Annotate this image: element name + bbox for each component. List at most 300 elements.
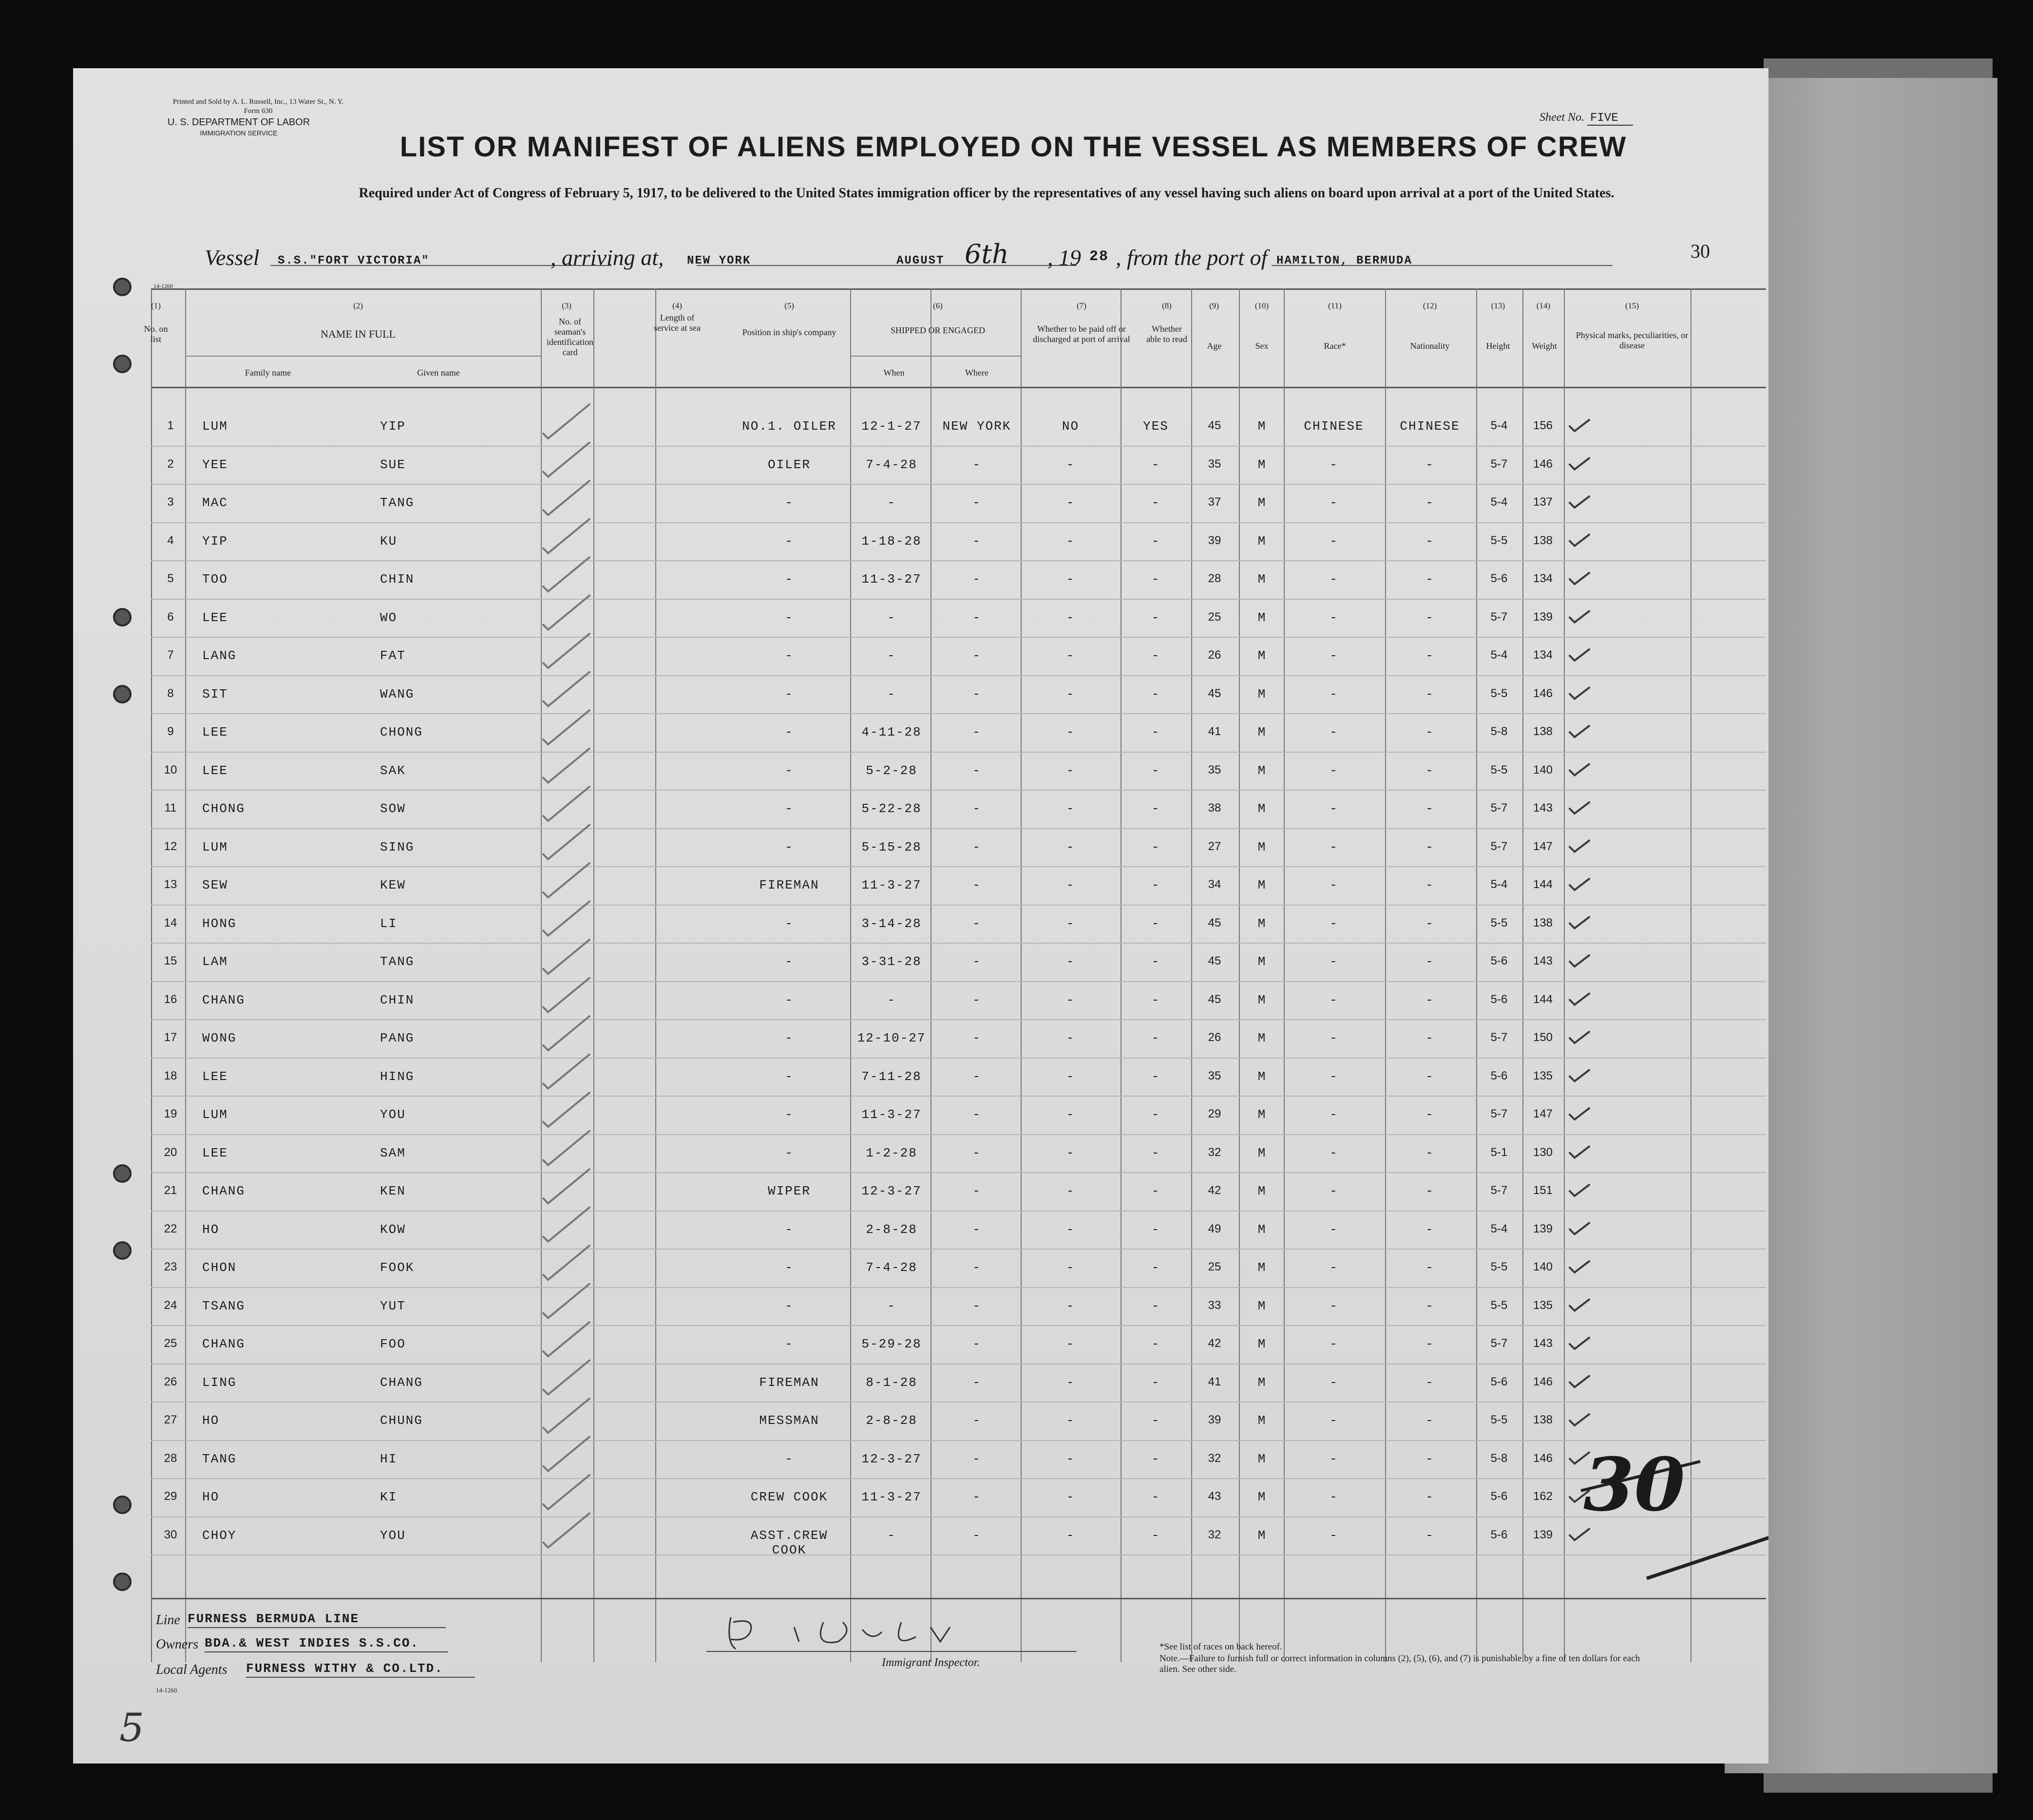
age-cell: 26	[1208, 1031, 1221, 1044]
shipped-when-cell: 3-31-28	[861, 954, 922, 969]
family-name-cell: LUM	[202, 839, 228, 854]
height-cell: 5-5	[1490, 763, 1508, 777]
position-cell: -	[785, 1451, 794, 1466]
able-to-read-cell: -	[1151, 1337, 1160, 1351]
position-cell: FIREMAN	[759, 878, 819, 892]
weight-cell: 135	[1533, 1298, 1553, 1312]
given-name-cell: LI	[380, 916, 398, 931]
height-cell: 5-7	[1490, 610, 1508, 624]
paid-off-cell: -	[1066, 992, 1075, 1007]
age-cell: 38	[1208, 801, 1221, 815]
shipped-when-cell: 12-1-27	[861, 419, 922, 434]
weight-cell: 138	[1533, 916, 1553, 929]
row-number-cell: 10	[164, 763, 177, 777]
table-row	[73, 715, 1768, 753]
race-cell: -	[1330, 1184, 1338, 1198]
age-cell: 45	[1208, 916, 1221, 929]
weight-cell: 144	[1533, 878, 1553, 891]
family-name-cell: TOO	[202, 572, 228, 587]
inspector-label: Immigrant Inspector.	[882, 1656, 980, 1669]
shipped-where-cell: -	[972, 916, 981, 931]
shipped-when-cell: 12-3-27	[861, 1451, 922, 1466]
age-cell: 45	[1208, 954, 1221, 967]
sex-cell: M	[1257, 1413, 1267, 1428]
age-cell: 34	[1208, 878, 1221, 891]
height-cell: 5-8	[1490, 725, 1508, 738]
able-to-read-cell: -	[1151, 1031, 1160, 1045]
age-cell: 29	[1208, 1107, 1221, 1120]
position-cell: FIREMAN	[759, 1375, 819, 1390]
sex-cell: M	[1257, 610, 1267, 625]
row-number-cell: 9	[167, 725, 174, 738]
able-to-read-cell: -	[1151, 1413, 1160, 1428]
shipped-where-cell: -	[972, 1337, 981, 1351]
position-cell: -	[785, 648, 794, 663]
family-name-cell: CHOY	[202, 1528, 237, 1543]
race-cell: -	[1330, 801, 1338, 816]
race-cell: -	[1330, 763, 1338, 778]
given-name-cell: KEW	[380, 878, 406, 892]
race-cell: -	[1330, 648, 1338, 663]
age-cell: 42	[1208, 1337, 1221, 1350]
service-name: IMMIGRATION SERVICE	[200, 129, 278, 137]
row-number-cell: 6	[167, 610, 174, 624]
shipped-where-cell: -	[972, 1451, 981, 1466]
shipped-where-cell: -	[972, 1528, 981, 1543]
family-name-cell: HO	[202, 1490, 220, 1504]
shipped-where-cell: -	[972, 457, 981, 472]
table-row	[73, 1174, 1768, 1212]
nationality-cell: -	[1425, 1528, 1434, 1543]
sex-cell: M	[1257, 648, 1267, 663]
race-cell: -	[1330, 495, 1338, 510]
sex-cell: M	[1257, 1298, 1267, 1313]
given-name-cell: SUE	[380, 457, 406, 472]
race-cell: CHINESE	[1304, 419, 1364, 434]
weight-cell: 135	[1533, 1069, 1553, 1082]
shipped-when-cell: 8-1-28	[866, 1375, 917, 1390]
race-cell: -	[1330, 839, 1338, 854]
weight-cell: 139	[1533, 1528, 1553, 1541]
table-row	[73, 1251, 1768, 1289]
given-name-cell: TANG	[380, 495, 415, 510]
weight-cell: 139	[1533, 610, 1553, 624]
shipped-when-cell: 1-18-28	[861, 533, 922, 549]
weight-cell: 138	[1533, 533, 1553, 547]
paid-off-cell: -	[1066, 610, 1075, 625]
row-number-cell: 3	[167, 495, 174, 509]
footer-form-code: 14-1260	[156, 1687, 177, 1694]
given-name-cell: FAT	[380, 648, 406, 663]
nationality-cell: -	[1425, 533, 1434, 549]
family-name-cell: SEW	[202, 878, 228, 892]
position-cell: -	[785, 495, 794, 510]
table-row	[73, 524, 1768, 562]
row-number-cell: 29	[164, 1490, 177, 1503]
family-name-cell: YEE	[202, 457, 228, 472]
age-cell: 32	[1208, 1528, 1221, 1541]
arriving-port: NEW YORK	[687, 254, 751, 267]
nationality-cell: -	[1425, 648, 1434, 663]
note-race: *See list of races on back hereof.	[1159, 1642, 1282, 1652]
able-to-read-cell: -	[1151, 648, 1160, 663]
row-number-cell: 25	[164, 1337, 177, 1350]
page-title: LIST OR MANIFEST OF ALIENS EMPLOYED ON THE VESSEL AS MEMBERS OF CREW	[399, 131, 1627, 163]
family-name-cell: LEE	[202, 725, 228, 739]
race-cell: -	[1330, 1413, 1338, 1428]
family-name-cell: CHANG	[202, 1184, 246, 1198]
sex-cell: M	[1257, 1528, 1267, 1543]
shipped-where-cell: -	[972, 1298, 981, 1313]
column-number: (15)	[1625, 301, 1639, 310]
weight-cell: 143	[1533, 801, 1553, 815]
paid-off-cell: -	[1066, 533, 1075, 549]
paid-off-cell: -	[1066, 495, 1075, 510]
paid-off-cell: -	[1066, 457, 1075, 472]
shipped-when-cell: 11-3-27	[861, 1107, 922, 1122]
weight-cell: 162	[1533, 1490, 1553, 1503]
row-number-cell: 5	[167, 572, 174, 585]
height-cell: 5-4	[1490, 1222, 1508, 1235]
given-name-cell: HING	[380, 1069, 415, 1084]
header-name-in-full: NAME IN FULL	[321, 328, 396, 340]
header-shipped-or-engaged: SHIPPED OR ENGAGED	[890, 325, 985, 335]
sex-cell: M	[1257, 1490, 1267, 1504]
able-to-read-cell: -	[1151, 1107, 1160, 1122]
height-cell: 5-6	[1490, 954, 1508, 967]
able-to-read-cell: -	[1151, 1069, 1160, 1084]
age-cell: 33	[1208, 1298, 1221, 1312]
weight-cell: 140	[1533, 1260, 1553, 1273]
table-row	[73, 1480, 1768, 1518]
height-cell: 5-4	[1490, 878, 1508, 891]
shipped-when-cell: -	[887, 686, 896, 701]
nationality-cell: -	[1425, 992, 1434, 1007]
weight-cell: 134	[1533, 572, 1553, 585]
shipped-where-cell: -	[972, 648, 981, 663]
race-cell: -	[1330, 725, 1338, 739]
nationality-cell: CHINESE	[1400, 419, 1460, 434]
given-name-cell: KOW	[380, 1222, 406, 1237]
family-name-cell: CHANG	[202, 1337, 246, 1351]
paid-off-cell: -	[1066, 763, 1075, 778]
height-cell: 5-6	[1490, 1375, 1508, 1388]
column-number: (4)	[672, 301, 682, 310]
position-cell: -	[785, 610, 794, 625]
table-row	[73, 1136, 1768, 1174]
able-to-read-cell: -	[1151, 1451, 1160, 1466]
column-number: (8)	[1162, 301, 1172, 310]
header-no-on-list: No. on list	[144, 324, 168, 344]
table-row	[73, 1060, 1768, 1098]
position-cell: -	[785, 1107, 794, 1122]
race-cell: -	[1330, 686, 1338, 701]
nationality-cell: -	[1425, 801, 1434, 816]
family-name-cell: MAC	[202, 495, 228, 510]
shipped-where-cell: -	[972, 725, 981, 739]
table-row	[73, 601, 1768, 639]
given-name-cell: PANG	[380, 1031, 415, 1045]
family-name-cell: LEE	[202, 1069, 228, 1084]
able-to-read-cell: -	[1151, 610, 1160, 625]
table-row	[73, 562, 1768, 600]
shipped-when-cell: 2-8-28	[866, 1413, 917, 1428]
owners-label: Owners	[156, 1637, 199, 1652]
family-name-cell: TSANG	[202, 1298, 246, 1313]
height-cell: 5-4	[1490, 495, 1508, 509]
form-code: 14-1260	[153, 283, 173, 289]
able-to-read-cell: -	[1151, 801, 1160, 816]
paid-off-cell: -	[1066, 1145, 1075, 1160]
age-cell: 39	[1208, 533, 1221, 547]
race-cell: -	[1330, 1490, 1338, 1504]
sheet-label: Sheet No.	[1539, 111, 1584, 124]
height-cell: 5-4	[1490, 648, 1508, 662]
age-cell: 45	[1208, 686, 1221, 700]
position-cell: WIPER	[767, 1184, 811, 1198]
page-subtitle: Required under Act of Congress of February 5, 1917, to be delivered to the United States immigration officer by the representatives of any vessel having such aliens on board upon arrival at a port of the United States.	[359, 186, 1615, 201]
position-cell: -	[785, 954, 794, 969]
shipped-where-cell: -	[972, 878, 981, 892]
sex-cell: M	[1257, 916, 1267, 931]
row-number-cell: 14	[164, 916, 177, 929]
sex-cell: M	[1257, 725, 1267, 739]
sex-cell: M	[1257, 1145, 1267, 1160]
given-name-cell: CHIN	[380, 572, 415, 587]
nationality-cell: -	[1425, 954, 1434, 969]
department-name: U. S. DEPARTMENT OF LABOR	[167, 117, 310, 128]
position-cell: -	[785, 916, 794, 931]
sheet-value: FIVE	[1587, 112, 1633, 126]
nationality-cell: -	[1425, 686, 1434, 701]
shipped-where-cell: -	[972, 1222, 981, 1237]
given-name-cell: SOW	[380, 801, 406, 816]
nationality-cell: -	[1425, 839, 1434, 854]
able-to-read-cell: -	[1151, 572, 1160, 587]
nationality-cell: -	[1425, 1260, 1434, 1275]
race-cell: -	[1330, 916, 1338, 931]
age-cell: 45	[1208, 992, 1221, 1006]
shipped-where-cell: -	[972, 572, 981, 587]
age-cell: 26	[1208, 648, 1221, 662]
header-family-name: Family name	[245, 368, 291, 378]
able-to-read-cell: -	[1151, 457, 1160, 472]
table-row	[73, 868, 1768, 906]
column-number: (13)	[1491, 301, 1505, 310]
age-cell: 28	[1208, 572, 1221, 585]
header-physical-marks: Physical marks, peculiarities, or disease	[1576, 330, 1689, 350]
age-cell: 37	[1208, 495, 1221, 509]
paid-off-cell: -	[1066, 1490, 1075, 1504]
table-row	[73, 1403, 1768, 1441]
shipped-where-cell: -	[972, 686, 981, 701]
height-cell: 5-5	[1490, 1260, 1508, 1273]
position-cell: -	[785, 992, 794, 1007]
able-to-read-cell: -	[1151, 1222, 1160, 1237]
header-sex: Sex	[1255, 341, 1269, 351]
weight-cell: 140	[1533, 763, 1553, 777]
position-cell: ASST.CREW COOK	[750, 1528, 828, 1557]
height-cell: 5-6	[1490, 1490, 1508, 1503]
sex-cell: M	[1257, 1069, 1267, 1084]
height-cell: 5-7	[1490, 801, 1508, 815]
paid-off-cell: -	[1066, 1069, 1075, 1084]
paid-off-cell: -	[1066, 1413, 1075, 1428]
table-row	[73, 983, 1768, 1021]
shipped-when-cell: 5-29-28	[861, 1337, 922, 1351]
position-cell: -	[785, 1298, 794, 1313]
weight-cell: 138	[1533, 1413, 1553, 1426]
age-cell: 49	[1208, 1222, 1221, 1235]
row-number-cell: 8	[167, 686, 174, 700]
height-cell: 5-7	[1490, 1184, 1508, 1197]
able-to-read-cell: -	[1151, 533, 1160, 549]
family-name-cell: LANG	[202, 648, 237, 663]
paid-off-cell: -	[1066, 1528, 1075, 1543]
row-number-cell: 21	[164, 1184, 177, 1197]
sex-cell: M	[1257, 1222, 1267, 1237]
shipped-where-cell: -	[972, 1490, 981, 1504]
paid-off-cell: -	[1066, 686, 1075, 701]
row-number-cell: 30	[164, 1528, 177, 1541]
given-name-cell: TANG	[380, 954, 415, 969]
shipped-where-cell: NEW YORK	[942, 419, 1011, 434]
table-row	[73, 830, 1768, 868]
shipped-where-cell: -	[972, 1260, 981, 1275]
weight-cell: 138	[1533, 725, 1553, 738]
family-name-cell: YIP	[202, 533, 228, 549]
weight-cell: 147	[1533, 839, 1553, 853]
age-cell: 35	[1208, 1069, 1221, 1082]
family-name-cell: LEE	[202, 763, 228, 778]
able-to-read-cell: -	[1151, 992, 1160, 1007]
line-label: Line	[156, 1612, 180, 1628]
nationality-cell: -	[1425, 457, 1434, 472]
race-cell: -	[1330, 572, 1338, 587]
shipped-where-cell: -	[972, 801, 981, 816]
shipped-when-cell: -	[887, 648, 896, 663]
weight-cell: 130	[1533, 1145, 1553, 1159]
weight-cell: 146	[1533, 1375, 1553, 1388]
position-cell: -	[785, 533, 794, 549]
table-row	[73, 907, 1768, 945]
family-name-cell: LUM	[202, 419, 228, 434]
able-to-read-cell: -	[1151, 495, 1160, 510]
table-row	[73, 1518, 1768, 1556]
given-name-cell: SAK	[380, 763, 406, 778]
shipped-where-cell: -	[972, 1069, 981, 1084]
nationality-cell: -	[1425, 725, 1434, 739]
given-name-cell: KI	[380, 1490, 398, 1504]
height-cell: 5-6	[1490, 572, 1508, 585]
nationality-cell: -	[1425, 1069, 1434, 1084]
paid-off-cell: -	[1066, 878, 1075, 892]
column-number: (5)	[784, 301, 794, 310]
able-to-read-cell: -	[1151, 1490, 1160, 1504]
header-weight: Weight	[1532, 341, 1557, 351]
column-number: (2)	[353, 301, 363, 310]
row-number-cell: 13	[164, 878, 177, 891]
nationality-cell: -	[1425, 495, 1434, 510]
family-name-cell: HONG	[202, 916, 237, 931]
position-cell: -	[785, 686, 794, 701]
table-row	[73, 448, 1768, 486]
weight-cell: 137	[1533, 495, 1553, 509]
table-row	[73, 1327, 1768, 1365]
arrival-day: 6th	[965, 239, 1009, 269]
shipped-when-cell: -	[887, 610, 896, 625]
shipped-where-cell: -	[972, 495, 981, 510]
nationality-cell: -	[1425, 1451, 1434, 1466]
nationality-cell: -	[1425, 1490, 1434, 1504]
able-to-read-cell: -	[1151, 916, 1160, 931]
header-when: When	[883, 368, 905, 378]
margin-number: 5	[119, 1705, 144, 1750]
able-to-read-cell: -	[1151, 1528, 1160, 1543]
height-cell: 5-5	[1490, 686, 1508, 700]
sex-cell: M	[1257, 878, 1267, 892]
weight-cell: 150	[1533, 1031, 1553, 1044]
age-cell: 35	[1208, 763, 1221, 777]
header-where: Where	[965, 368, 988, 378]
sex-cell: M	[1257, 1451, 1267, 1466]
given-name-cell: YOU	[380, 1107, 406, 1122]
row-number-cell: 27	[164, 1413, 177, 1426]
table-row	[73, 945, 1768, 983]
race-cell: -	[1330, 1069, 1338, 1084]
age-cell: 45	[1208, 419, 1221, 432]
given-name-cell: SING	[380, 839, 415, 854]
able-to-read-cell: -	[1151, 878, 1160, 892]
family-name-cell: LEE	[202, 610, 228, 625]
nationality-cell: -	[1425, 610, 1434, 625]
sex-cell: M	[1257, 1375, 1267, 1390]
row-number-cell: 11	[164, 801, 177, 815]
row-number-cell: 18	[164, 1069, 177, 1082]
arrival-month: AUGUST	[896, 254, 945, 267]
nationality-cell: -	[1425, 1145, 1434, 1160]
given-name-cell: WANG	[380, 686, 415, 701]
from-port: HAMILTON, BERMUDA	[1276, 254, 1412, 267]
weight-cell: 151	[1533, 1184, 1553, 1197]
shipped-where-cell: -	[972, 1413, 981, 1428]
family-name-cell: CHANG	[202, 992, 246, 1007]
able-to-read-cell: -	[1151, 954, 1160, 969]
shipped-when-cell: 7-11-28	[861, 1069, 922, 1084]
agents-label: Local Agents	[156, 1662, 228, 1677]
header-age: Age	[1207, 341, 1222, 351]
age-cell: 42	[1208, 1184, 1221, 1197]
age-cell: 41	[1208, 1375, 1221, 1388]
given-name-cell: KU	[380, 533, 398, 549]
sex-cell: M	[1257, 801, 1267, 816]
header-given-name: Given name	[417, 368, 460, 378]
note-fine: Note.—Failure to furnish full or correct information in columns (2), (5), (6), and (7) is punishable by a fine of ten dollars for each alien. See other side.	[1159, 1653, 1640, 1674]
weight-cell: 143	[1533, 1337, 1553, 1350]
given-name-cell: KEN	[380, 1184, 406, 1198]
row-number-cell: 16	[164, 992, 177, 1006]
position-cell: CREW COOK	[750, 1490, 828, 1504]
able-to-read-cell: -	[1151, 1184, 1160, 1198]
paid-off-cell: -	[1066, 1375, 1075, 1390]
shipped-when-cell: 1-2-28	[866, 1145, 917, 1160]
race-cell: -	[1330, 1375, 1338, 1390]
paid-off-cell: -	[1066, 801, 1075, 816]
header-able-to-read: Whether able to read	[1146, 324, 1187, 344]
paid-off-cell: NO	[1062, 419, 1080, 434]
position-cell: -	[785, 1031, 794, 1045]
given-name-cell: SAM	[380, 1145, 406, 1160]
